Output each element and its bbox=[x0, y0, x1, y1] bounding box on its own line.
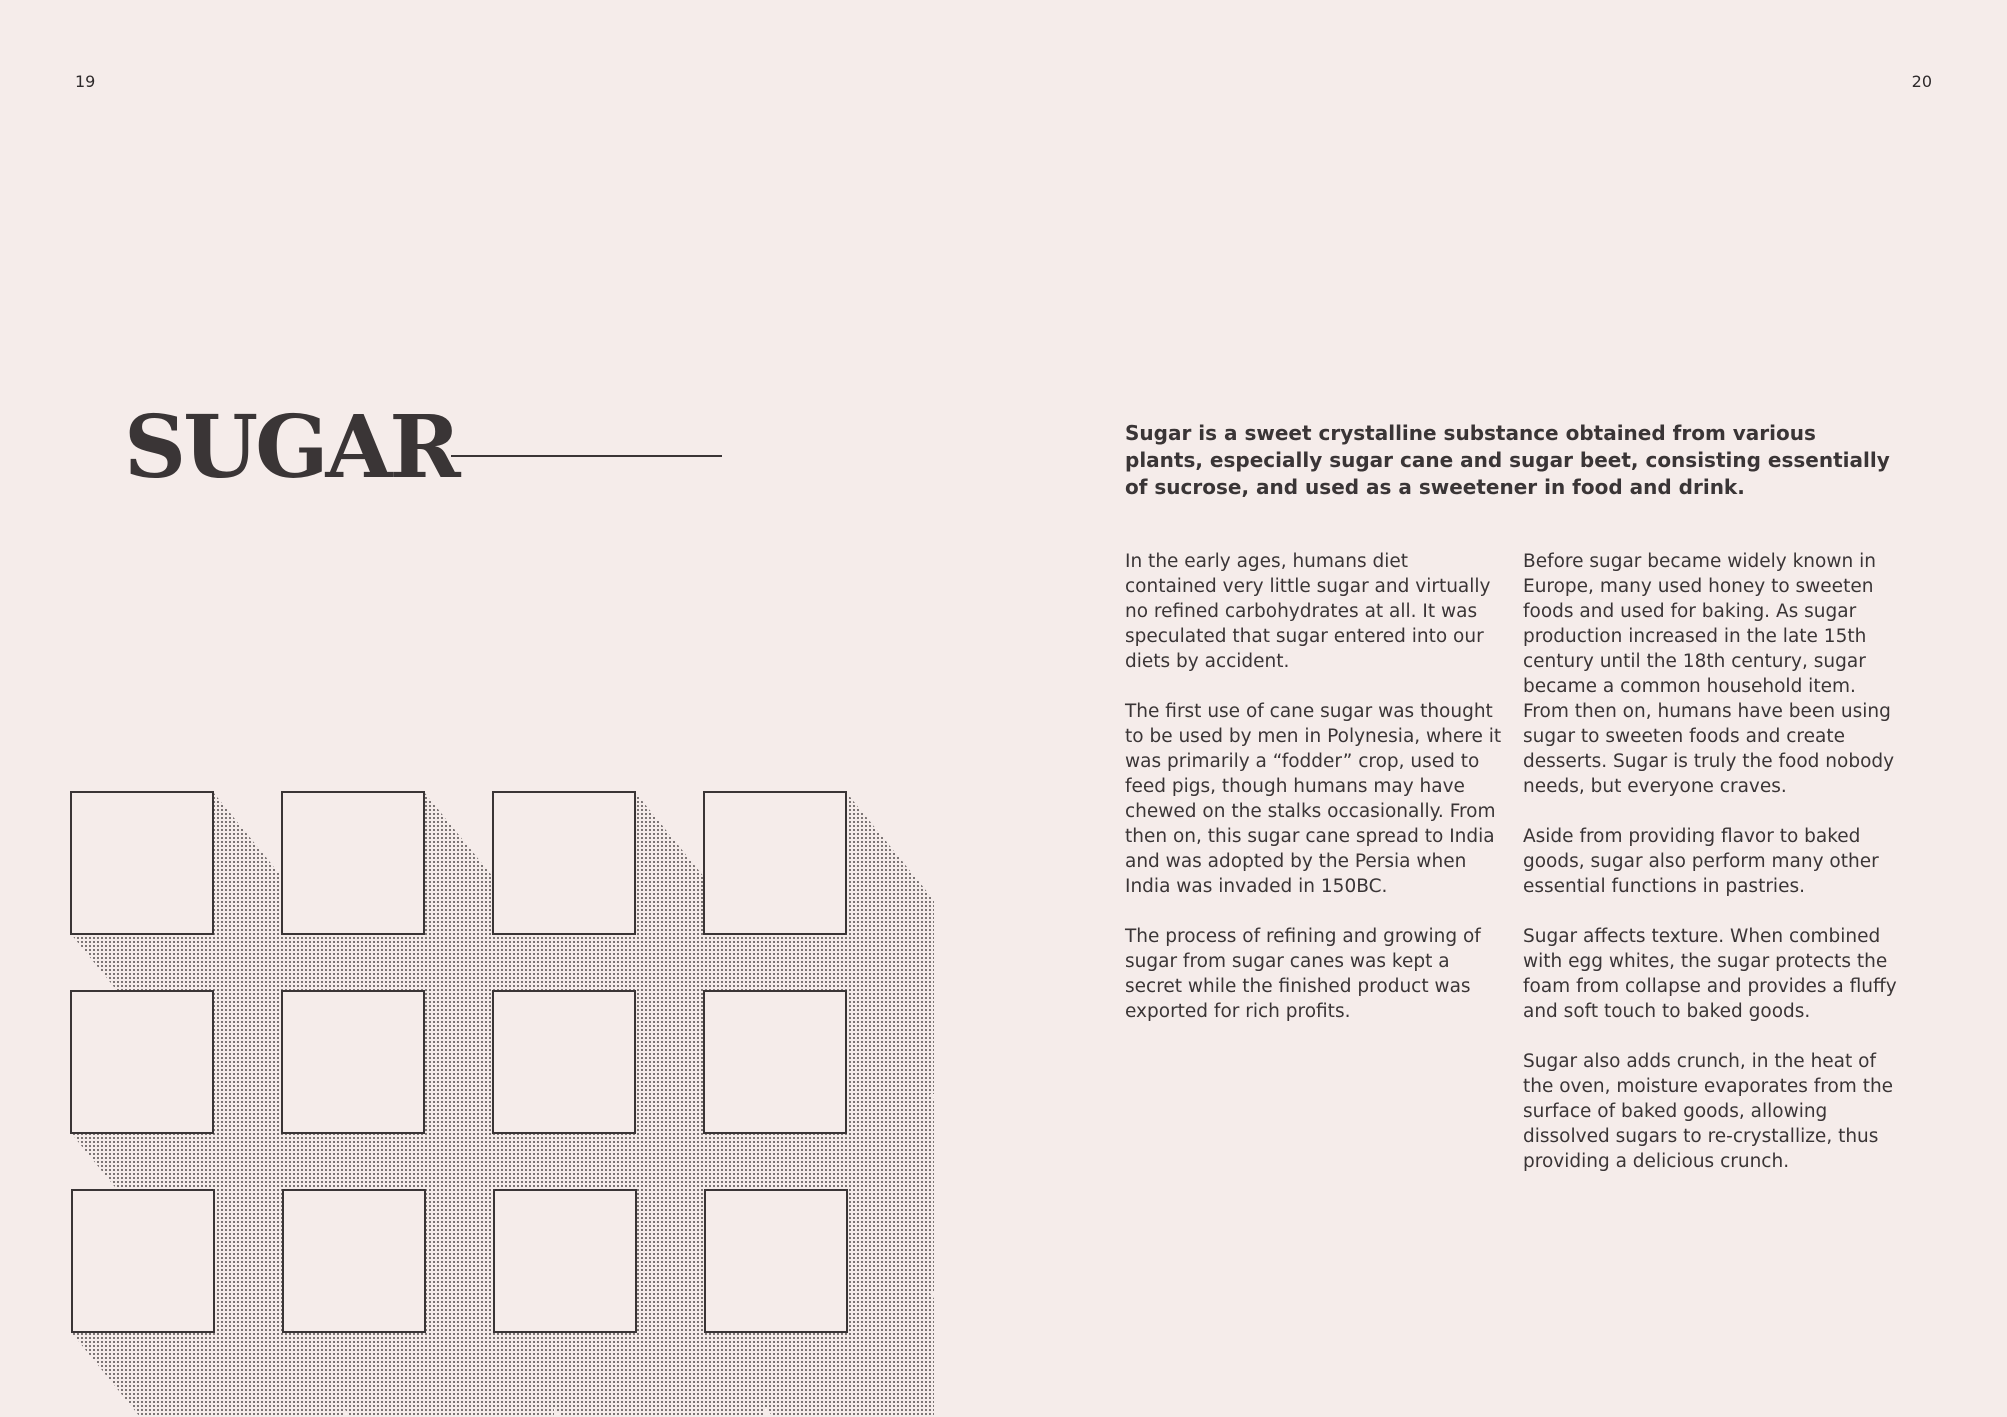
lead-paragraph: Sugar is a sweet crystalline substance obtained from various plants, especially sugar cane and sugar beet, consisting essentially of sucrose, and used as a sweetener in food and drink. bbox=[1125, 421, 1890, 499]
body-column-right bbox=[1523, 549, 1903, 1199]
page-number-left: 19 bbox=[75, 72, 96, 91]
sugar-cube bbox=[71, 792, 213, 934]
sugar-cube bbox=[705, 1190, 847, 1332]
body-paragraph: Before sugar became widely known in Europe, many used honey to sweeten foods and used for baking. As sugar production increased in the late 15th century until the 18th century, sugar became a common household item. From then on, humans have been using sugar to sweeten foods and create desserts. Sugar is truly the food nobody needs, but everyone craves. bbox=[1523, 551, 1895, 797]
sugar-cube bbox=[282, 991, 424, 1133]
title-rule-divider bbox=[451, 455, 722, 457]
sugar-cube bbox=[704, 792, 846, 934]
sugar-cube bbox=[72, 1190, 214, 1332]
body-paragraph: Aside from providing flavor to baked goods, sugar also perform many other essential functions in pastries. bbox=[1523, 826, 1879, 897]
body-paragraph: The process of refining and growing of sugar from sugar canes was kept a secret while the finished product was exported for rich profits. bbox=[1125, 926, 1481, 1022]
sugar-cube bbox=[282, 792, 424, 934]
body-paragraph: Sugar affects texture. When combined with egg whites, the sugar protects the foam from collapse and provides a fluffy and soft touch to baked goods. bbox=[1523, 926, 1897, 1022]
sugar-cubes-grid-icon bbox=[0, 760, 940, 1417]
body-paragraph: The first use of cane sugar was thought to be used by men in Polynesia, where it was primarily a “fodder” crop, used to feed pigs, though humans may have chewed on the stalks occasionally. From then on, this sugar cane spread to India and was adopted by the Persia when India was invaded in 150BC. bbox=[1125, 701, 1502, 897]
body-paragraph: In the early ages, humans diet contained very little sugar and virtually no refined carbohydrates at all. It was speculated that sugar entered into our diets by accident. bbox=[1125, 551, 1491, 672]
page-number-right: 20 bbox=[1911, 72, 1932, 91]
body-paragraph: Sugar also adds crunch, in the heat of the oven, moisture evaporates from the surface of baked goods, allowing dissolved sugars to re-crystallize, thus providing a delicious crunch. bbox=[1523, 1051, 1894, 1172]
sugar-cube bbox=[493, 991, 635, 1133]
sugar-cube bbox=[494, 1190, 636, 1332]
sugar-cube bbox=[704, 991, 846, 1133]
sugar-cube bbox=[71, 991, 213, 1133]
page-title: SUGAR bbox=[124, 397, 458, 498]
sugar-cube bbox=[493, 792, 635, 934]
sugar-cube bbox=[283, 1190, 425, 1332]
body-column-left bbox=[1125, 549, 1505, 1049]
